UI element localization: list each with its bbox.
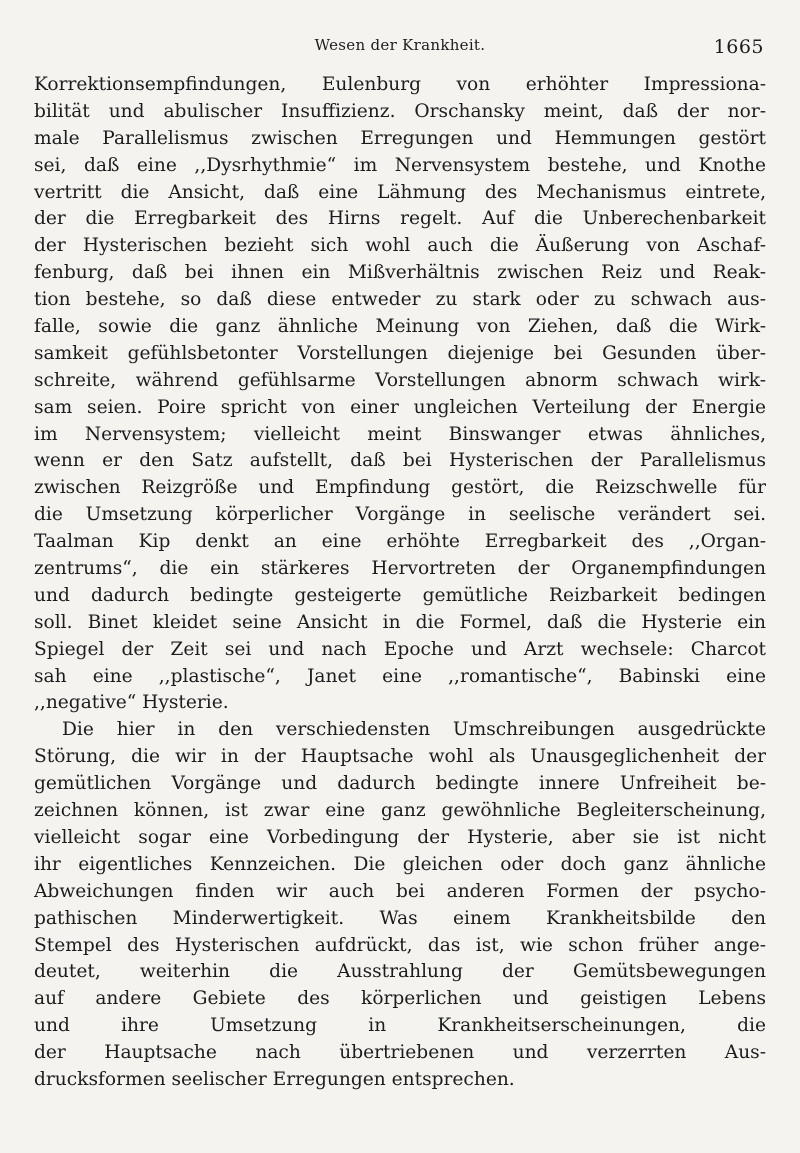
text-line: Abweichungen finden wir auch bei anderen Formen der psycho-	[34, 880, 766, 902]
text-line: deutet, weiterhin die Ausstrahlung der Gemütsbewegungen	[34, 961, 766, 983]
text-line: sei, daß eine ,,Dysrhythmie“ im Nervensystem bestehe, und Knothe	[34, 154, 766, 176]
text-line: wenn er den Satz aufstellt, daß bei Hysterischen der Parallelismus	[34, 450, 766, 472]
text-line: zeichnen können, ist zwar eine ganz gewöhnliche Begleiterscheinung,	[34, 800, 766, 822]
text-line: Die hier in den verschiedensten Umschreibungen ausgedrückte	[62, 719, 766, 741]
text-line: vertritt die Ansicht, daß eine Lähmung des Mechanismus eintrete,	[34, 181, 766, 203]
text-line: im Nervensystem; vielleicht meint Binswanger etwas ähnliches,	[34, 423, 766, 445]
page-header	[34, 36, 766, 60]
text-line: sah eine ,,plastische“, Janet eine ,,romantische“, Babinski eine	[34, 665, 766, 687]
text-line: zwischen Reizgröße und Empfindung gestört, die Reizschwelle für	[34, 477, 766, 499]
text-line: bilität und abulischer Insuffizienz. Orschansky meint, daß der nor-	[34, 100, 766, 122]
text-line: Taalman Kip denkt an eine erhöhte Erregbarkeit des ,,Organ-	[34, 531, 766, 553]
text-line: drucksformen seelischer Erregungen entsprechen.	[34, 1068, 515, 1090]
text-line: ,,negative“ Hysterie.	[34, 692, 229, 714]
paragraph-1	[34, 72, 766, 717]
text-line: falle, sowie die ganz ähnliche Meinung von Ziehen, daß die Wirk-	[34, 316, 766, 338]
text-line: schreite, während gefühlsarme Vorstellungen abnorm schwach wirk-	[34, 369, 766, 391]
text-line: und dadurch bedingte gesteigerte gemütliche Reizbarkeit bedingen	[34, 584, 766, 606]
text-line: fenburg, daß bei ihnen ein Mißverhältnis zwischen Reiz und Reak-	[34, 262, 766, 284]
body-text	[34, 72, 766, 1094]
text-line: die Umsetzung körperlicher Vorgänge in seelische verändert sei.	[34, 504, 766, 526]
text-line: zentrums“, die ein stärkeres Hervortreten der Organempfindungen	[34, 558, 766, 580]
page-number: 1665	[713, 36, 764, 58]
text-line: Spiegel der Zeit sei und nach Epoche und Arzt wechsele: Charcot	[34, 638, 766, 660]
text-line: vielleicht sogar eine Vorbedingung der Hysterie, aber sie ist nicht	[34, 826, 766, 848]
text-line: Störung, die wir in der Hauptsache wohl als Unausgeglichenheit der	[34, 746, 766, 768]
text-line: sam seien. Poire spricht von einer ungleichen Verteilung der Energie	[34, 396, 766, 418]
text-line: Korrektionsempfindungen, Eulenburg von erhöhter Impressiona-	[34, 74, 766, 95]
text-line: der Hysterischen bezieht sich wohl auch die Äußerung von Aschaf-	[34, 235, 766, 257]
text-line: Stempel des Hysterischen aufdrückt, das ist, wie schon früher ange-	[34, 934, 766, 956]
text-line: pathischen Minderwertigkeit. Was einem Krankheitsbilde den	[34, 907, 766, 929]
running-head: Wesen der Krankheit.	[314, 36, 486, 54]
text-line: und ihre Umsetzung in Krankheitserscheinungen, die	[34, 1015, 766, 1037]
text-line: samkeit gefühlsbetonter Vorstellungen diejenige bei Gesunden über-	[34, 342, 766, 364]
text-line: auf andere Gebiete des körperlichen und geistigen Lebens	[34, 988, 766, 1010]
text-line: der Hauptsache nach übertriebenen und verzerrten Aus-	[34, 1042, 766, 1064]
text-line: soll. Binet kleidet seine Ansicht in die Formel, daß die Hysterie ein	[34, 611, 766, 633]
text-line: gemütlichen Vorgänge und dadurch bedingte innere Unfreiheit be-	[34, 773, 766, 795]
text-line: tion bestehe, so daß diese entweder zu stark oder zu schwach aus-	[34, 289, 766, 311]
text-line: ihr eigentliches Kennzeichen. Die gleichen oder doch ganz ähnliche	[34, 853, 766, 875]
paragraph-2	[34, 717, 766, 1093]
text-line: male Parallelismus zwischen Erregungen und Hemmungen gestört	[34, 127, 766, 149]
text-line: der die Erregbarkeit des Hirns regelt. Auf die Unberechenbarkeit	[34, 208, 766, 230]
